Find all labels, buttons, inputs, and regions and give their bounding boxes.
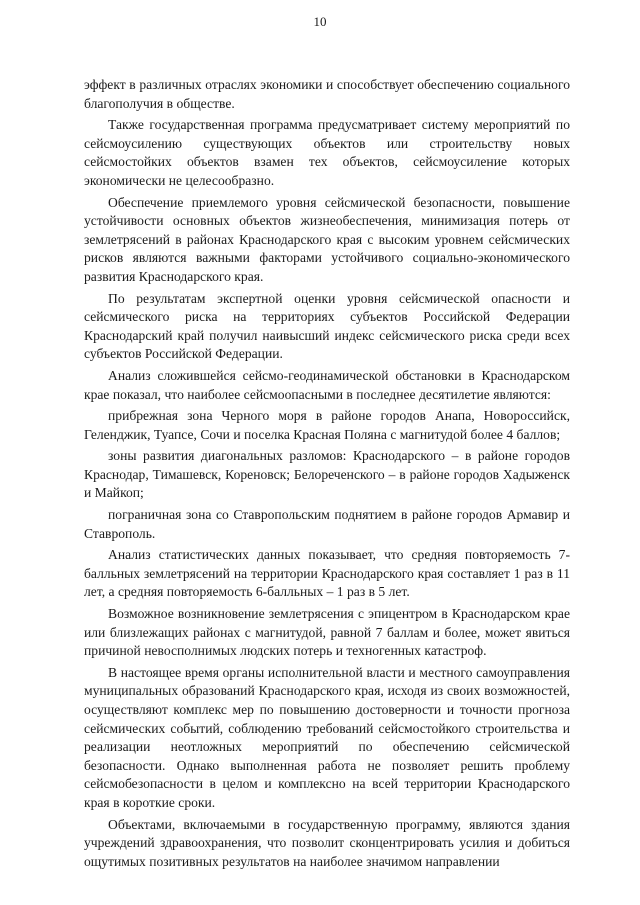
page-number: 10 [313, 14, 327, 29]
paragraph-5: Анализ сложившейся сейсмо-геодинамической обстановки в Краснодарском крае показал, что наиболее сейсмоопасными в последнее десятилетие являются: [84, 367, 570, 402]
list-item-border-zone: пограничная зона со Ставропольским поднятием в районе городов Армавир и Ставрополь. [84, 507, 570, 541]
paragraph-10: Возможное возникновение землетрясения с эпицентром в Краснодарском крае или близлежащих районах с магнитудой, равной 7 баллам и более, может явиться причиной невосполнимых людских потерь и техногенных катастроф. [84, 606, 570, 659]
paragraph-11: В настоящее время органы исполнительной власти и местного самоуправления муниципальных образований Краснодарского края, исходя из своих возможностей, осуществляют комплекс мер по повышению достоверности и точности прогноза сейсмических событий, соблюдению требований сейсмостойкого строительства и реализации неотложных мероприятий по обеспечению сейсмической безопасности. Однако выполненная работа не позволяет решить проблему сейсмобезопасности в целом и комплексно на всей территории Краснодарского края в короткие сроки. [84, 664, 570, 810]
paragraph-4: По результатам экспертной оценки уровня сейсмической опасности и сейсмического риска на территориях субъектов Российской Федерации Краснодарский край получил наивысший индекс сейсмического риска среди всех субъектов Российской Федерации. [84, 290, 570, 362]
paragraph-12: Объектами, включаемыми в государственную программу, являются здания учреждений здравоохранения, что позволит сконцентрировать усилия и добиться ощутимых позитивных результатов на наиболее значимом направлении [84, 816, 570, 869]
paragraph-9: Анализ статистических данных показывает, что средняя повторяемость 7-балльных землетрясений на территории Краснодарского края составляет 1 раз в 11 лет, а средняя повторяемость 6-балльных – 1 раз в 5 лет. [84, 547, 570, 600]
list-item-coastal-zone: прибрежная зона Черного моря в районе городов Анапа, Новороссийск, Геленджик, Туапсе, Сочи и поселка Красная Поляна с магнитудой более 4 баллов; [84, 408, 570, 442]
paragraph-3: Обеспечение приемлемого уровня сейсмической безопасности, повышение устойчивости основных объектов жизнеобеспечения, минимизация потерь от землетрясений в районах Краснодарского края с высоким уровнем сейсмических рисков являются важными факторами устойчивого социально-экономического развития Краснодарского края. [84, 194, 570, 284]
document-body [84, 76, 570, 874]
paragraph-2: Также государственная программа предусматривает систему мероприятий по сейсмоусилению существующих объектов или строительству новых сейсмостойких объектов взамен тех объектов, сейсмоусиление которых экономически не целесообразно. [84, 117, 570, 188]
paragraph-1: эффект в различных отраслях экономики и способствует обеспечению социального благополучия в обществе. [84, 77, 570, 111]
list-item-fault-zones: зоны развития диагональных разломов: Краснодарского – в районе городов Краснодар, Тимашевск, Кореновск; Белореченского – в районе городов Хадыженск и Майкоп; [84, 448, 570, 501]
